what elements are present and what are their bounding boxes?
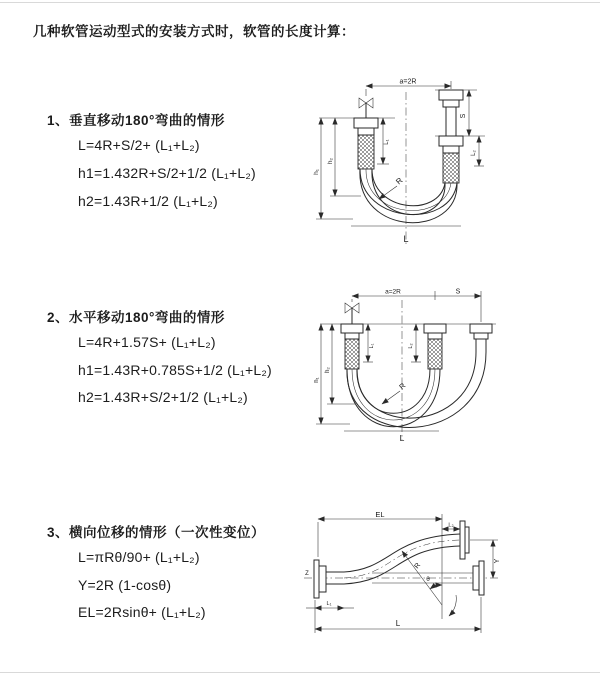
- scan-edge-bottom: [0, 672, 600, 673]
- section-2-formula-L: L=4R+1.57S+ (L₁+L₂): [78, 334, 216, 350]
- section-1-heading: 1、垂直移动180°弯曲的情形: [47, 113, 225, 128]
- dim-label-r: R: [394, 175, 405, 187]
- flanges-and-pipes: [314, 521, 484, 598]
- dim-label-h2: h₂: [325, 367, 331, 373]
- centerlines: [304, 514, 500, 619]
- dim-label-y: Y: [494, 558, 501, 564]
- page-title: 几种软管运动型式的安装方式时，软管的长度计算：: [33, 24, 355, 39]
- valve-symbol: [345, 303, 359, 324]
- section-3-formula-Y: Y=2R (1-cosθ): [78, 577, 172, 593]
- section-1-formula-h1: h1=1.432R+S/2+1/2 (L₁+L₂): [78, 165, 256, 181]
- radius-leader: [382, 391, 400, 404]
- dim-label-a2r: a=2R: [385, 288, 401, 296]
- dim-label-l1: L₁: [326, 601, 332, 607]
- scan-edge-top: [0, 2, 600, 3]
- dim-label-l: L: [395, 619, 401, 628]
- section-1-formula-h2: h2=1.43R+1/2 (L₁+L₂): [78, 193, 218, 209]
- hose-arcs: [347, 352, 486, 427]
- section-2-formula-h1: h1=1.43R+0.785S+1/2 (L₁+L₂): [78, 362, 272, 378]
- dim-label-r: R: [413, 561, 423, 571]
- dim-label-a2r: a=2R: [399, 78, 417, 86]
- dim-label-z: Z: [305, 571, 309, 577]
- section-3-heading: 3、横向位移的情形（一次性变位）: [47, 525, 266, 540]
- section-3-formula-L: L=πRθ/90+ (L₁+L₂): [78, 549, 200, 565]
- dim-label-theta: θ: [426, 576, 430, 583]
- dim-label-el: EL: [375, 511, 385, 519]
- section-1-formula-L: L=4R+S/2+ (L₁+L₂): [78, 137, 200, 153]
- angle-construction: [402, 551, 456, 616]
- dim-label-h1: h₁: [314, 377, 320, 383]
- dim-label-l2: L₂: [471, 150, 477, 156]
- dim-label-l: L: [403, 234, 409, 244]
- dim-label-l2: L₂: [448, 522, 454, 529]
- hose-fittings: [354, 90, 463, 183]
- dim-label-l2: L₂: [408, 343, 414, 349]
- dimension-lines: [316, 288, 496, 431]
- radius-leader: [379, 186, 397, 199]
- section-2-heading: 2、水平移动180°弯曲的情形: [47, 310, 225, 325]
- dim-labels: [305, 511, 501, 628]
- dim-label-r: R: [397, 380, 408, 392]
- dim-label-l1: L₁: [369, 343, 375, 349]
- diagram-vertical-180-bend: [311, 76, 497, 252]
- section-2-formula-h2: h2=1.43R+S/2+1/2 (L₁+L₂): [78, 389, 248, 405]
- dim-label-l1: L₁: [384, 139, 390, 145]
- section-3-formula-EL: EL=2Rsinθ+ (L₁+L₂): [78, 604, 206, 620]
- dim-label-h2: h₂: [327, 157, 334, 165]
- diagram-horizontal-180-bend: [314, 288, 504, 446]
- dim-label-h1: h₁: [313, 169, 320, 175]
- dim-label-s: S: [455, 288, 461, 296]
- diagram-lateral-displacement: [302, 511, 504, 641]
- dim-label-l: L: [399, 433, 405, 443]
- dim-label-s: S: [460, 113, 467, 119]
- hose-s-curve: [344, 534, 460, 584]
- valve-symbol: [359, 98, 373, 118]
- hose-arcs: [360, 169, 457, 223]
